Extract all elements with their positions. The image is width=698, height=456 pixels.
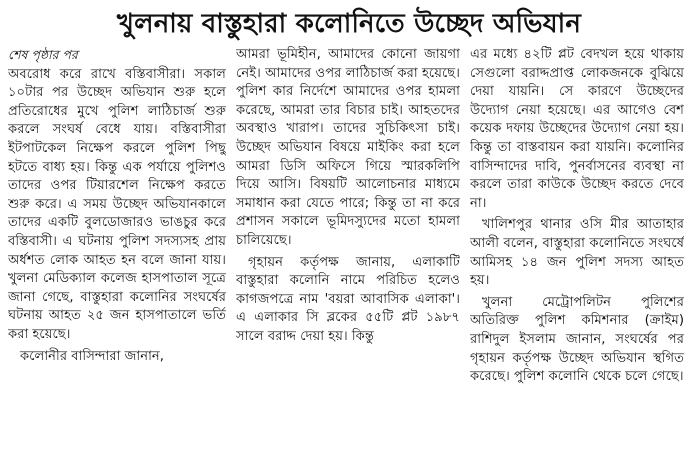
article-columns	[8, 46, 690, 450]
paragraph: খুলনা মেট্রোপলিটন পুলিশের অতিরিক্ত পুলিশ কমিশনার (ক্রাইম) রাশিদুল ইসলাম জানান, সংঘর্ষের পর গৃহায়ন কর্তৃপক্ষ উচ্ছেদ অভিযান স্থগিত করেছে। পুলিশ কলোনি থেকে চলে গেছে।	[470, 294, 684, 385]
column-1	[8, 46, 226, 450]
column-3	[470, 46, 684, 450]
paragraph: অবরোধ করে রাখে বস্তিবাসীরা। সকাল ১০টার পর উচ্ছেদ অভিযান শুরু হলে প্রতিরোধের মুখে পুলিশ লাঠিচার্জ শুরু করলে সংঘর্ষ বেধে যায়। বস্তিবাসীরা ইটপাটকেল নিক্ষেপ করলে পুলিশ পিছু হটতে বাধ্য হয়। কিন্তু এক পর্যায়ে পুলিশও তাদের ওপর টিয়ারশেল নিক্ষেপ করতে শুরু করে। এ সময় উচ্ছেদ অভিযানকালে তাদের একটি বুলডোজারও ভাঙচুর করে বস্তিবাসী। এ ঘটনায় পুলিশ সদস্যসহ প্রায় অর্ধশত লোক আহত হন বলে জানা যায়। খুলনা মেডিক্যাল কলেজ হাসপাতাল সূত্রে জানা গেছে, বাস্তুহারা কলোনির সংঘর্ষের ঘটনায় আহত ২৫ জন হাসপাতালে ভর্তি করা হয়েছে।	[8, 66, 226, 342]
paragraph: আমরা ভূমিহীন, আমাদের কোনো জায়গা নেই। আমাদের ওপর লাঠিচার্জ করা হয়েছে। পুলিশ কার নির্দেশে আমাদের ওপর হামলা করেছে, আমরা তার বিচার চাই। আহতদের অবস্থাও খারাপ। তাদের সুচিকিৎসা চাই। উচ্ছেদ অভিযান বিষয়ে মাইকিং করা হলে আমরা ডিসি অফিসে গিয়ে স্মারকলিপি দিয়ে আসি। বিষয়টি আলোচনার মাধ্যমে সমাধান করা যেতে পারে; কিন্তু তা না করে প্রশাসন সকালে ভূমিদস্যুদের মতো হামলা চালিয়েছে।	[236, 47, 460, 248]
paragraph: এর মধ্যে ৪২টি প্লট বেদখল হয়ে থাকায় সেগুলো বরাদ্দপ্রাপ্ত লোকজনকে বুঝিয়ে দেয়া যায়নি। সে কারণে উচ্ছেদের উদ্যোগ নেয়া হয়েছে। এর আগেও বেশ কয়েক দফায় উচ্ছেদের উদ্যোগ নেয়া হয়। কিন্তু তা বাস্তবায়ন করা যায়নি। কলোনির বাসিন্দাদের দাবি, পুনর্বাসনের ব্যবস্থা না করলে তারা কাউকে উচ্ছেদ করতে দেবে না।	[470, 47, 684, 211]
paragraph: কলোনীর বাসিন্দারা জানান,	[20, 348, 164, 364]
column-2	[236, 46, 460, 450]
headline: খুলনায় বাস্তুহারা কলোনিতে উচ্ছেদ অভিযান	[116, 9, 582, 39]
paragraph: গৃহায়ন কর্তৃপক্ষ জানায়, এলাকাটি বাস্তুহারা কলোনি নামে পরিচিত হলেও কাগজপত্রে নাম 'বয়রা আবাসিক এলাকা'। এ এলাকার সি ব্লকের ৫৫টি প্লট ১৯৮৭ সালে বরাদ্দ দেয়া হয়। কিন্তু	[236, 254, 460, 344]
paragraph: খালিশপুর থানার ওসি মীর আতাহার আলী বলেন, বাস্তুহারা কলোনিতে সংঘর্ষে আমিসহ ১৪ জন পুলিশ সদস্য আহত হয়।	[470, 217, 684, 289]
continuation-kicker: শেষ পৃষ্ঠার পর	[8, 47, 78, 62]
